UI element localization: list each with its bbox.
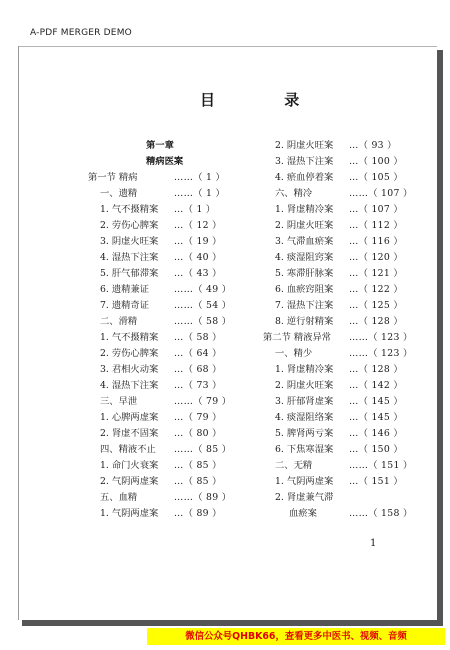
toc-entry bbox=[88, 442, 253, 458]
toc-entry-page: ……（ 79 ） bbox=[174, 396, 232, 407]
toc-entry bbox=[263, 266, 428, 282]
toc-entry-title: 5. 寒滞肝脉案 bbox=[275, 268, 334, 279]
toc-entry-page: …（ 85 ） bbox=[174, 460, 222, 471]
toc-entry-page: …（ 64 ） bbox=[174, 348, 222, 359]
toc-entry-title: 二、滑精 bbox=[100, 316, 138, 327]
toc-entry-page: …（ 151 ） bbox=[349, 476, 403, 487]
toc-entry bbox=[88, 282, 253, 298]
toc-entry bbox=[88, 170, 253, 186]
toc-entry-title: 2. 劳伤心脾案 bbox=[100, 220, 159, 231]
toc-entry-title: 2. 阴虚火旺案 bbox=[275, 220, 334, 231]
toc-entry bbox=[88, 314, 253, 330]
toc-entry-title: 5. 脾肾两亏案 bbox=[275, 428, 334, 439]
toc-entry bbox=[263, 394, 428, 410]
toc-entry-page: …（ 150 ） bbox=[349, 444, 403, 455]
toc-entry bbox=[88, 346, 253, 362]
toc-right-column bbox=[263, 138, 428, 522]
toc-entry bbox=[263, 170, 428, 186]
toc-entry-title: 6. 遗精兼证 bbox=[100, 284, 150, 295]
toc-entry-page: ……（ 49 ） bbox=[174, 284, 232, 295]
toc-entry bbox=[88, 458, 253, 474]
toc-entry bbox=[263, 442, 428, 458]
toc-entry-page: …（ 100 ） bbox=[349, 156, 403, 167]
toc-entry-page: …（ 107 ） bbox=[349, 204, 403, 215]
toc-entry bbox=[88, 410, 253, 426]
toc-entry-page: …（ 121 ） bbox=[349, 268, 403, 279]
toc-entry-title: 8. 逆行射精案 bbox=[275, 316, 334, 327]
toc-entry bbox=[88, 490, 253, 506]
toc-entry-page: …（ 122 ） bbox=[349, 284, 403, 295]
toc-entry bbox=[263, 234, 428, 250]
toc-entry-title: 6. 血瘀窍阻案 bbox=[275, 284, 334, 295]
toc-entry-title: 4. 痰湿阻络案 bbox=[275, 412, 334, 423]
toc-entry-page: …（ 68 ） bbox=[174, 364, 222, 375]
toc-entry-title: 3. 君相火动案 bbox=[100, 364, 159, 375]
toc-entry-title: 1. 肾虚精冷案 bbox=[275, 364, 334, 375]
toc-entry bbox=[88, 394, 253, 410]
toc-entry bbox=[263, 282, 428, 298]
toc-entry-page: …（ 19 ） bbox=[174, 236, 222, 247]
toc-entry bbox=[263, 490, 428, 506]
toc-entry-title: 第二节 精液异常 bbox=[263, 332, 332, 343]
toc-entry-title: 1. 气阴两虚案 bbox=[275, 476, 334, 487]
toc-entry-page: …（ 112 ） bbox=[349, 220, 403, 231]
toc-entry-title: 6. 下焦寒湿案 bbox=[275, 444, 334, 455]
toc-entry-title: 1. 肾虚精冷案 bbox=[275, 204, 334, 215]
toc-entry-title: 4. 湿热下注案 bbox=[100, 380, 159, 391]
toc-entry-title: 3. 肝郁肾虚案 bbox=[275, 396, 334, 407]
toc-entry-page: …（ 120 ） bbox=[349, 252, 403, 263]
toc-entry-page: ……（ 1 ） bbox=[174, 188, 226, 199]
toc-entry bbox=[88, 202, 253, 218]
toc-entry-page: …（ 128 ） bbox=[349, 316, 403, 327]
toc-entry-page: …（ 40 ） bbox=[174, 252, 222, 263]
toc-entry-title: 7. 湿热下注案 bbox=[275, 300, 334, 311]
toc-entry bbox=[263, 250, 428, 266]
toc-entry bbox=[88, 474, 253, 490]
toc-entry-page: ……（ 54 ） bbox=[174, 300, 232, 311]
toc-entry bbox=[263, 426, 428, 442]
toc-entry-title: 4. 瘀血停着案 bbox=[275, 172, 334, 183]
toc-entry-page: …（ 12 ） bbox=[174, 220, 222, 231]
toc-entry-title: 五、血精 bbox=[100, 492, 138, 503]
promo-banner: 微信公众号QHBK66，查看更多中医书、视频、音频 bbox=[147, 628, 445, 645]
toc-entry bbox=[88, 138, 253, 154]
toc-entry-title: 1. 心脾两虚案 bbox=[100, 412, 159, 423]
toc-entry-title: 第一章 bbox=[146, 140, 174, 151]
toc-entry-title: 1. 气不摄精案 bbox=[100, 332, 159, 343]
toc-entry bbox=[263, 218, 428, 234]
toc-entry bbox=[263, 186, 428, 202]
toc-entry-title: 7. 遗精奇证 bbox=[100, 300, 150, 311]
toc-entry-page: …（ 145 ） bbox=[349, 412, 403, 423]
toc-entry bbox=[263, 330, 428, 346]
toc-entry-page: …（ 89 ） bbox=[174, 508, 222, 519]
toc-entry bbox=[88, 298, 253, 314]
toc-entry-page: ……（ 58 ） bbox=[174, 316, 232, 327]
toc-entry bbox=[88, 234, 253, 250]
toc-entry bbox=[88, 154, 253, 170]
toc-entry-title: 2. 肾虚兼气滞 bbox=[275, 492, 334, 503]
toc-entry-page: ……（ 158 ） bbox=[349, 508, 413, 519]
page-right-shadow bbox=[437, 50, 443, 622]
toc-entry-title: 四、精液不止 bbox=[100, 444, 156, 455]
toc-entry-title: 4. 痰湿阻窍案 bbox=[275, 252, 334, 263]
toc-entry-page: ……（ 1 ） bbox=[174, 172, 226, 183]
toc-entry bbox=[88, 330, 253, 346]
toc-entry bbox=[263, 138, 428, 154]
toc-entry-title: 2. 劳伤心脾案 bbox=[100, 348, 159, 359]
toc-entry bbox=[263, 362, 428, 378]
toc-entry-page: …（ 43 ） bbox=[174, 268, 222, 279]
toc-entry-title: 3. 湿热下注案 bbox=[275, 156, 334, 167]
page-title: 目 录 bbox=[200, 91, 332, 109]
toc-entry-page: …（ 116 ） bbox=[349, 236, 403, 247]
toc-entry-page: …（ 128 ） bbox=[349, 364, 403, 375]
toc-entry bbox=[263, 410, 428, 426]
toc-entry-title: 4. 湿热下注案 bbox=[100, 252, 159, 263]
toc-entry bbox=[88, 362, 253, 378]
toc-entry bbox=[263, 378, 428, 394]
toc-entry-page: …（ 93 ） bbox=[349, 140, 397, 151]
toc-entry-page: …（ 73 ） bbox=[174, 380, 222, 391]
toc-entry-page: ……（ 151 ） bbox=[349, 460, 413, 471]
toc-entry-title: 三、早泄 bbox=[100, 396, 138, 407]
toc-entry-page: …（ 125 ） bbox=[349, 300, 403, 311]
toc-entry-page: …（ 142 ） bbox=[349, 380, 403, 391]
toc-entry bbox=[88, 378, 253, 394]
toc-entry-title: 血瘀案 bbox=[289, 508, 317, 519]
toc-entry-page: …（ 105 ） bbox=[349, 172, 403, 183]
toc-entry-page: …（ 79 ） bbox=[174, 412, 222, 423]
toc-entry-title: 2. 气阴两虚案 bbox=[100, 476, 159, 487]
toc-entry-page: ……（ 85 ） bbox=[174, 444, 232, 455]
toc-entry-page: …（ 58 ） bbox=[174, 332, 222, 343]
toc-entry-title: 第一节 精病 bbox=[88, 172, 138, 183]
page-left-border bbox=[18, 46, 19, 620]
toc-entry-page: ……（ 123 ） bbox=[349, 332, 413, 343]
toc-entry-title: 2. 阴虚火旺案 bbox=[275, 380, 334, 391]
toc-entry-page: ……（ 123 ） bbox=[349, 348, 413, 359]
toc-entry-page: …（ 1 ） bbox=[174, 204, 216, 215]
toc-entry-title: 3. 阴虚火旺案 bbox=[100, 236, 159, 247]
toc-entry-page: …（ 80 ） bbox=[174, 428, 222, 439]
toc-entry bbox=[88, 218, 253, 234]
toc-entry bbox=[263, 298, 428, 314]
page-number: 1 bbox=[370, 538, 377, 549]
toc-entry-page: ……（ 89 ） bbox=[174, 492, 232, 503]
toc-entry-title: 1. 气不摄精案 bbox=[100, 204, 159, 215]
toc-entry-title: 3. 气滞血瘀案 bbox=[275, 236, 334, 247]
toc-entry-page: …（ 145 ） bbox=[349, 396, 403, 407]
toc-entry bbox=[263, 474, 428, 490]
toc-entry-title: 5. 肝气郁滞案 bbox=[100, 268, 159, 279]
toc-entry-page: …（ 146 ） bbox=[349, 428, 403, 439]
toc-entry bbox=[263, 202, 428, 218]
toc-left-column bbox=[88, 138, 253, 522]
toc-entry-title: 精病医案 bbox=[146, 156, 184, 167]
toc-entry bbox=[263, 506, 428, 522]
toc-entry-title: 六、精冷 bbox=[275, 188, 313, 199]
toc-entry-title: 2. 肾虚不固案 bbox=[100, 428, 159, 439]
toc-entry-title: 一、遗精 bbox=[100, 188, 138, 199]
toc-entry-title: 一、精少 bbox=[275, 348, 313, 359]
toc-entry-page: ……（ 107 ） bbox=[349, 188, 413, 199]
page-bottom-shadow bbox=[22, 620, 443, 626]
toc-entry bbox=[88, 266, 253, 282]
toc-entry bbox=[88, 426, 253, 442]
toc-entry-title: 二、无精 bbox=[275, 460, 313, 471]
page-top-border bbox=[18, 46, 437, 47]
toc-entry bbox=[88, 506, 253, 522]
toc-entry bbox=[263, 154, 428, 170]
pdf-watermark: A-PDF MERGER DEMO bbox=[30, 28, 132, 38]
toc-entry-title: 1. 命门火衰案 bbox=[100, 460, 159, 471]
toc-entry-title: 1. 气阴两虚案 bbox=[100, 508, 159, 519]
toc-entry bbox=[263, 458, 428, 474]
toc-entry bbox=[263, 314, 428, 330]
toc-entry-title: 2. 阴虚火旺案 bbox=[275, 140, 334, 151]
toc-entry bbox=[88, 250, 253, 266]
toc-entry-page: …（ 85 ） bbox=[174, 476, 222, 487]
toc-entry bbox=[88, 186, 253, 202]
toc-entry bbox=[263, 346, 428, 362]
